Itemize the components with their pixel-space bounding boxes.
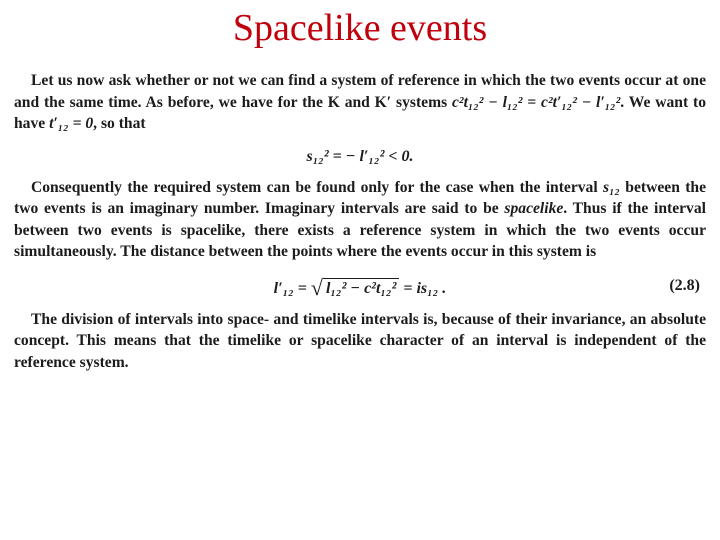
paragraph-1-text-2: . We want to have [14, 93, 706, 132]
paragraph-1 [14, 70, 706, 135]
invariance-equation: c²t₁₂² − l₁₂² = c²t′₁₂² − l′₁₂² [451, 93, 621, 111]
paragraph-2-text: Consequently the required system can be found only for the case when the interval [31, 178, 604, 196]
equation-2-8-rhs: = is₁₂ . [399, 279, 447, 297]
equation-2-8 [14, 273, 706, 299]
interval-symbol: s₁₂ [603, 178, 620, 196]
paragraph-3: The division of intervals into space- and timelike intervals is, because of their invariance, an absolute concept. This means that the timelike or spacelike character of an interval is independent of the reference system. [14, 310, 706, 371]
simultaneity-condition: t′₁₂ = 0 [49, 115, 94, 132]
equation-number: (2.8) [669, 276, 700, 294]
term-spacelike: spacelike [504, 200, 564, 217]
sqrt-icon: √ [310, 274, 323, 300]
equation-2-8-radicand: l₁₂² − c²t₁₂² [323, 278, 399, 299]
paragraph-2-text-3: . Thus if the interval between two events is spacelike, there exists a reference system in which the two events occur simultaneously. The distance between the points where the events occur in this system is [14, 200, 706, 260]
paragraph-2-text-2: between the two events is an imaginary number. Imaginary intervals are said to be [14, 178, 706, 217]
paragraph-2 [14, 177, 706, 263]
equation-2-8-lhs: l′₁₂ = [273, 279, 311, 297]
slide-title: Spacelike events [232, 7, 488, 49]
scanned-text-block [14, 70, 706, 373]
equation-interval-negative: s₁₂² = − l′₁₂² < 0. [306, 147, 414, 165]
paragraph-1-text-3: , so that [93, 115, 146, 132]
paragraph-1-text: Let us now ask whether or not we can find a system of reference in which the two events occur at one and the same time. As before, we have for the K and K′ systems [14, 72, 706, 111]
